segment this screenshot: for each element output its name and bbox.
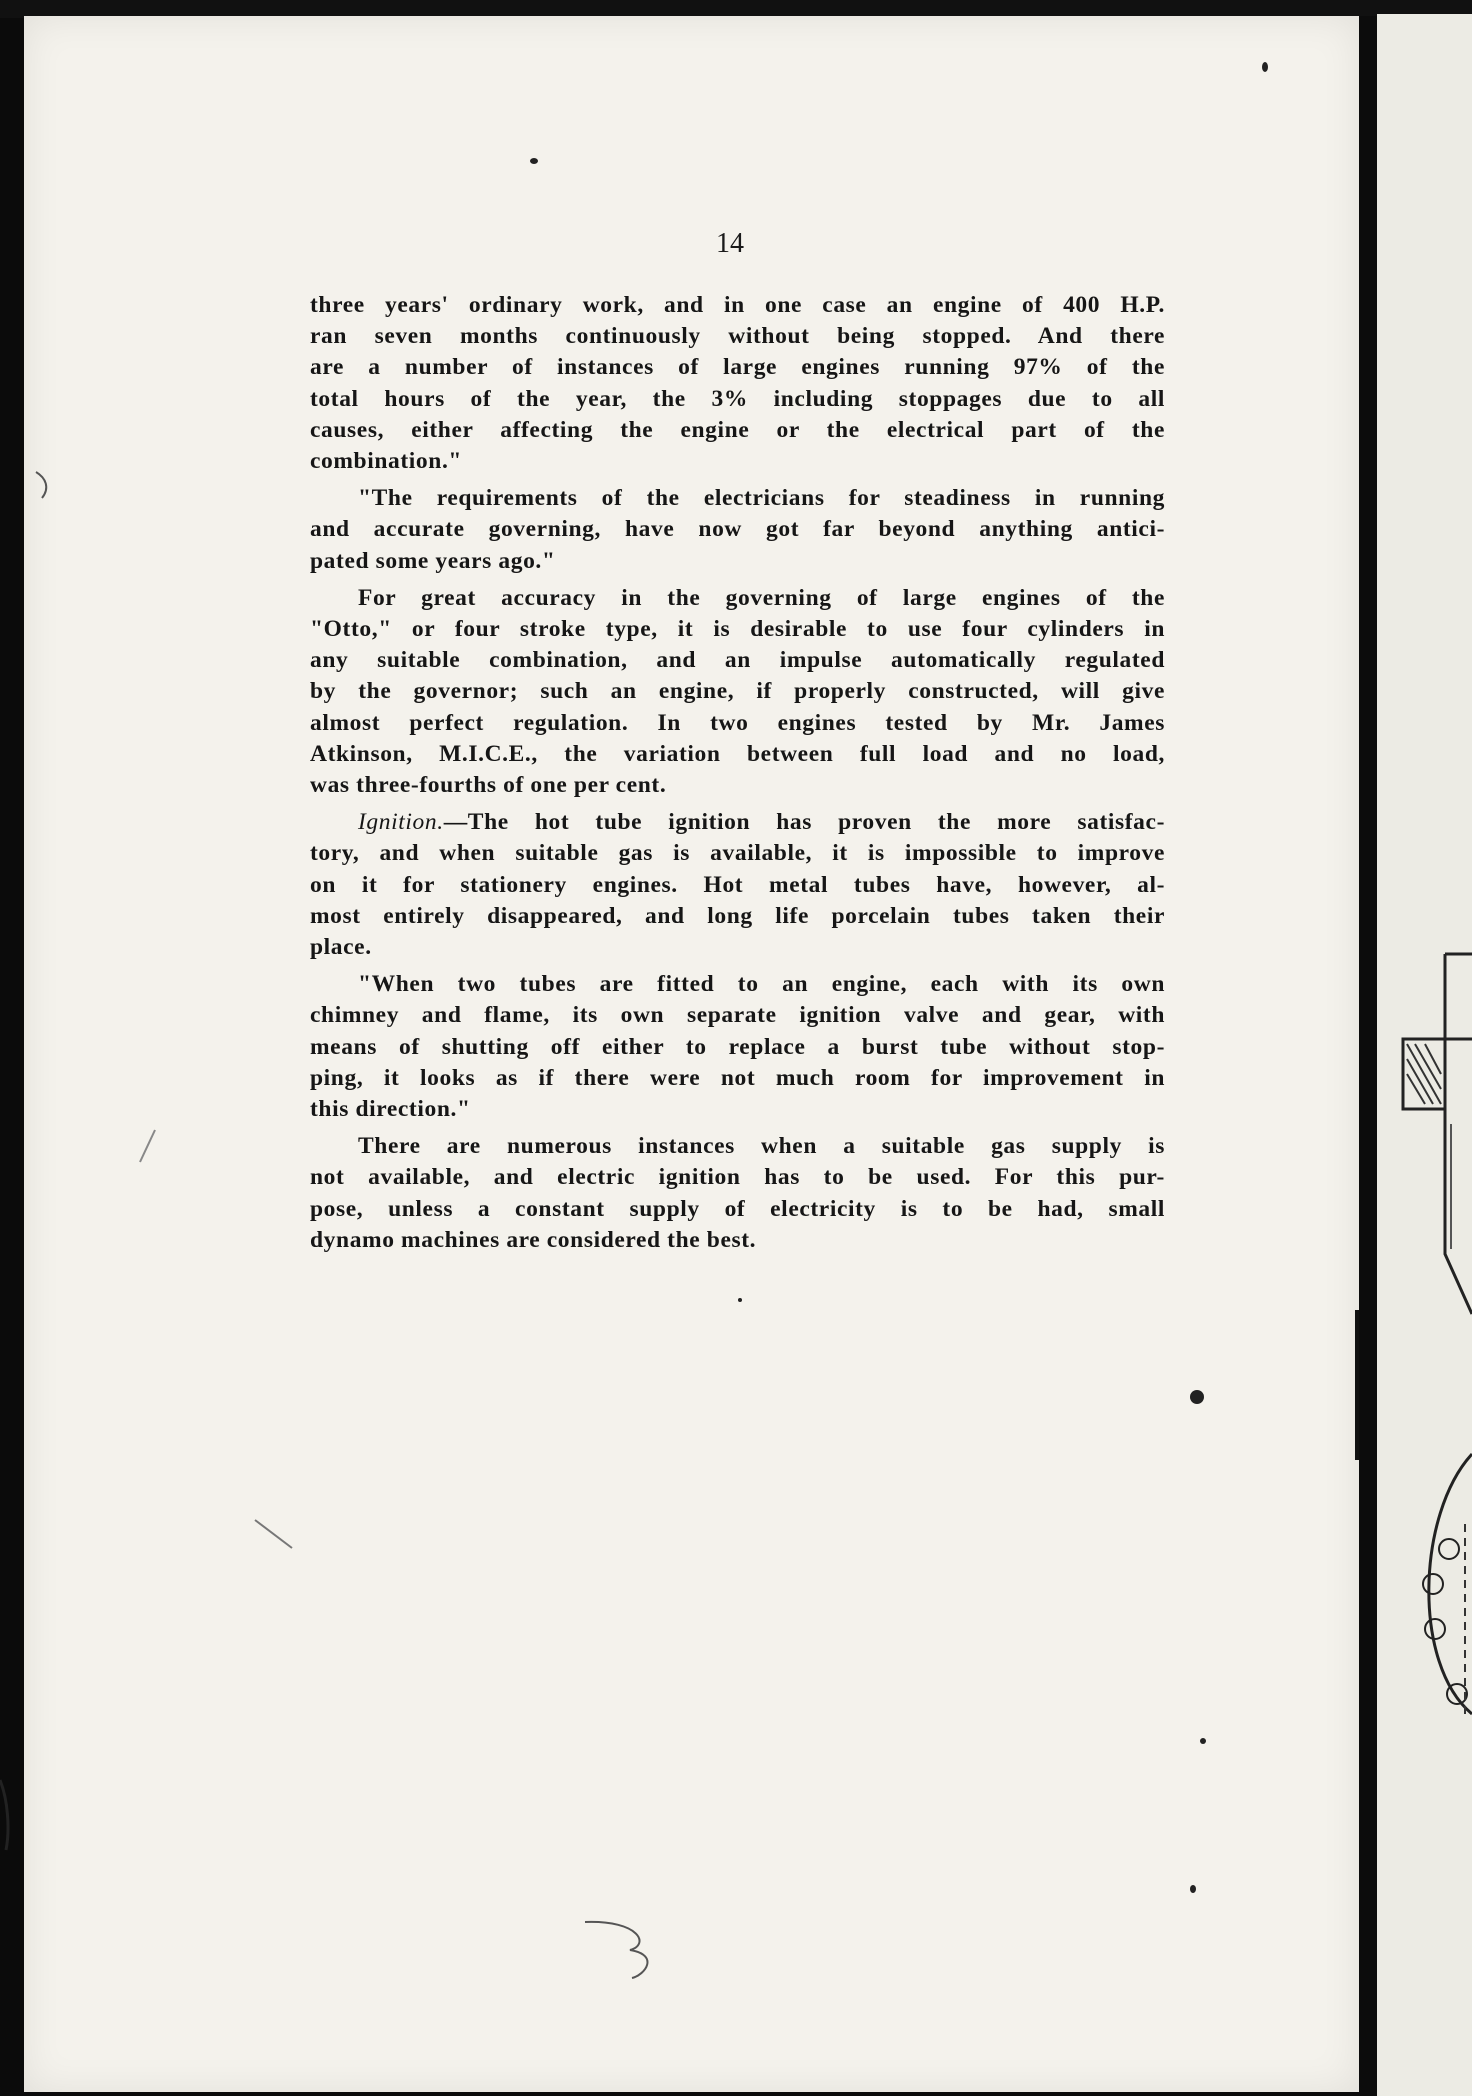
page-gutter [1359,16,1377,2096]
text-line: There are numerous instances when a suitable gas supply is [358,1133,1165,1160]
text-line: this direction." [310,1096,471,1123]
text-line: Atkinson, M.I.C.E., the variation between full load and no load, [310,740,1165,767]
text-line: by the governor; such an engine, if properly constructed, will give [310,678,1165,705]
text-line: means of shutting off either to replace a burst tube without stop- [310,1033,1165,1060]
page-number: 14 [716,228,744,259]
text-line: place. [310,934,372,961]
text-line: total hours of the year, the 3% including stoppages due to all [310,385,1165,412]
text-line: "Otto," or four stroke type, it is desirable to use four cylinders in [310,616,1165,643]
text-line: combination." [310,448,463,475]
text-line: three years' ordinary work, and in one case an engine of 400 H.P. [310,292,1165,318]
text-line: pated some years ago." [310,547,556,574]
text-line: was three-fourths of one per cent. [310,772,667,799]
text-line: ping, it looks as if there were not much room for improvement in [310,1064,1165,1091]
text-line: on it for stationery engines. Hot metal tubes have, however, al- [310,871,1165,898]
text-line: ran seven months continuously without being stopped. And there [310,323,1165,350]
text-line: any suitable combination, and an impulse automatically regulated [310,647,1165,674]
text-line: most entirely disappeared, and long life porcelain tubes taken their [310,902,1165,929]
text-line: causes, either affecting the engine or the electrical part of the [310,416,1165,443]
adjacent-page-edge [1377,14,1472,2096]
text-line: pose, unless a constant supply of electricity is to be had, small [310,1195,1165,1222]
text-line: almost perfect regulation. In two engines tested by Mr. James [310,709,1165,736]
text-line: not available, and electric ignition has to be used. For this pur- [310,1164,1165,1191]
text-line: dynamo machines are considered the best. [310,1226,757,1253]
text-line: and accurate governing, have now got far beyond anything antici- [310,516,1165,543]
text-line: For great accuracy in the governing of large engines of the [358,584,1165,611]
text-line: tory, and when suitable gas is available, it is impossible to improve [310,840,1165,867]
text-run: —The hot tube ignition has proven the more satisfac- [443,809,1165,836]
engine-drawing-fragment [1377,14,1472,2096]
text-line: "The requirements of the electricians for steadiness in running [358,485,1165,512]
text-line: chimney and flame, its own separate ignition valve and gear, with [310,1002,1165,1029]
text-line: "When two tubes are fitted to an engine, each with its own [358,971,1165,998]
ignition-heading: Ignition. [358,809,444,836]
text-line: are a number of instances of large engines running 97% of the [310,354,1165,381]
